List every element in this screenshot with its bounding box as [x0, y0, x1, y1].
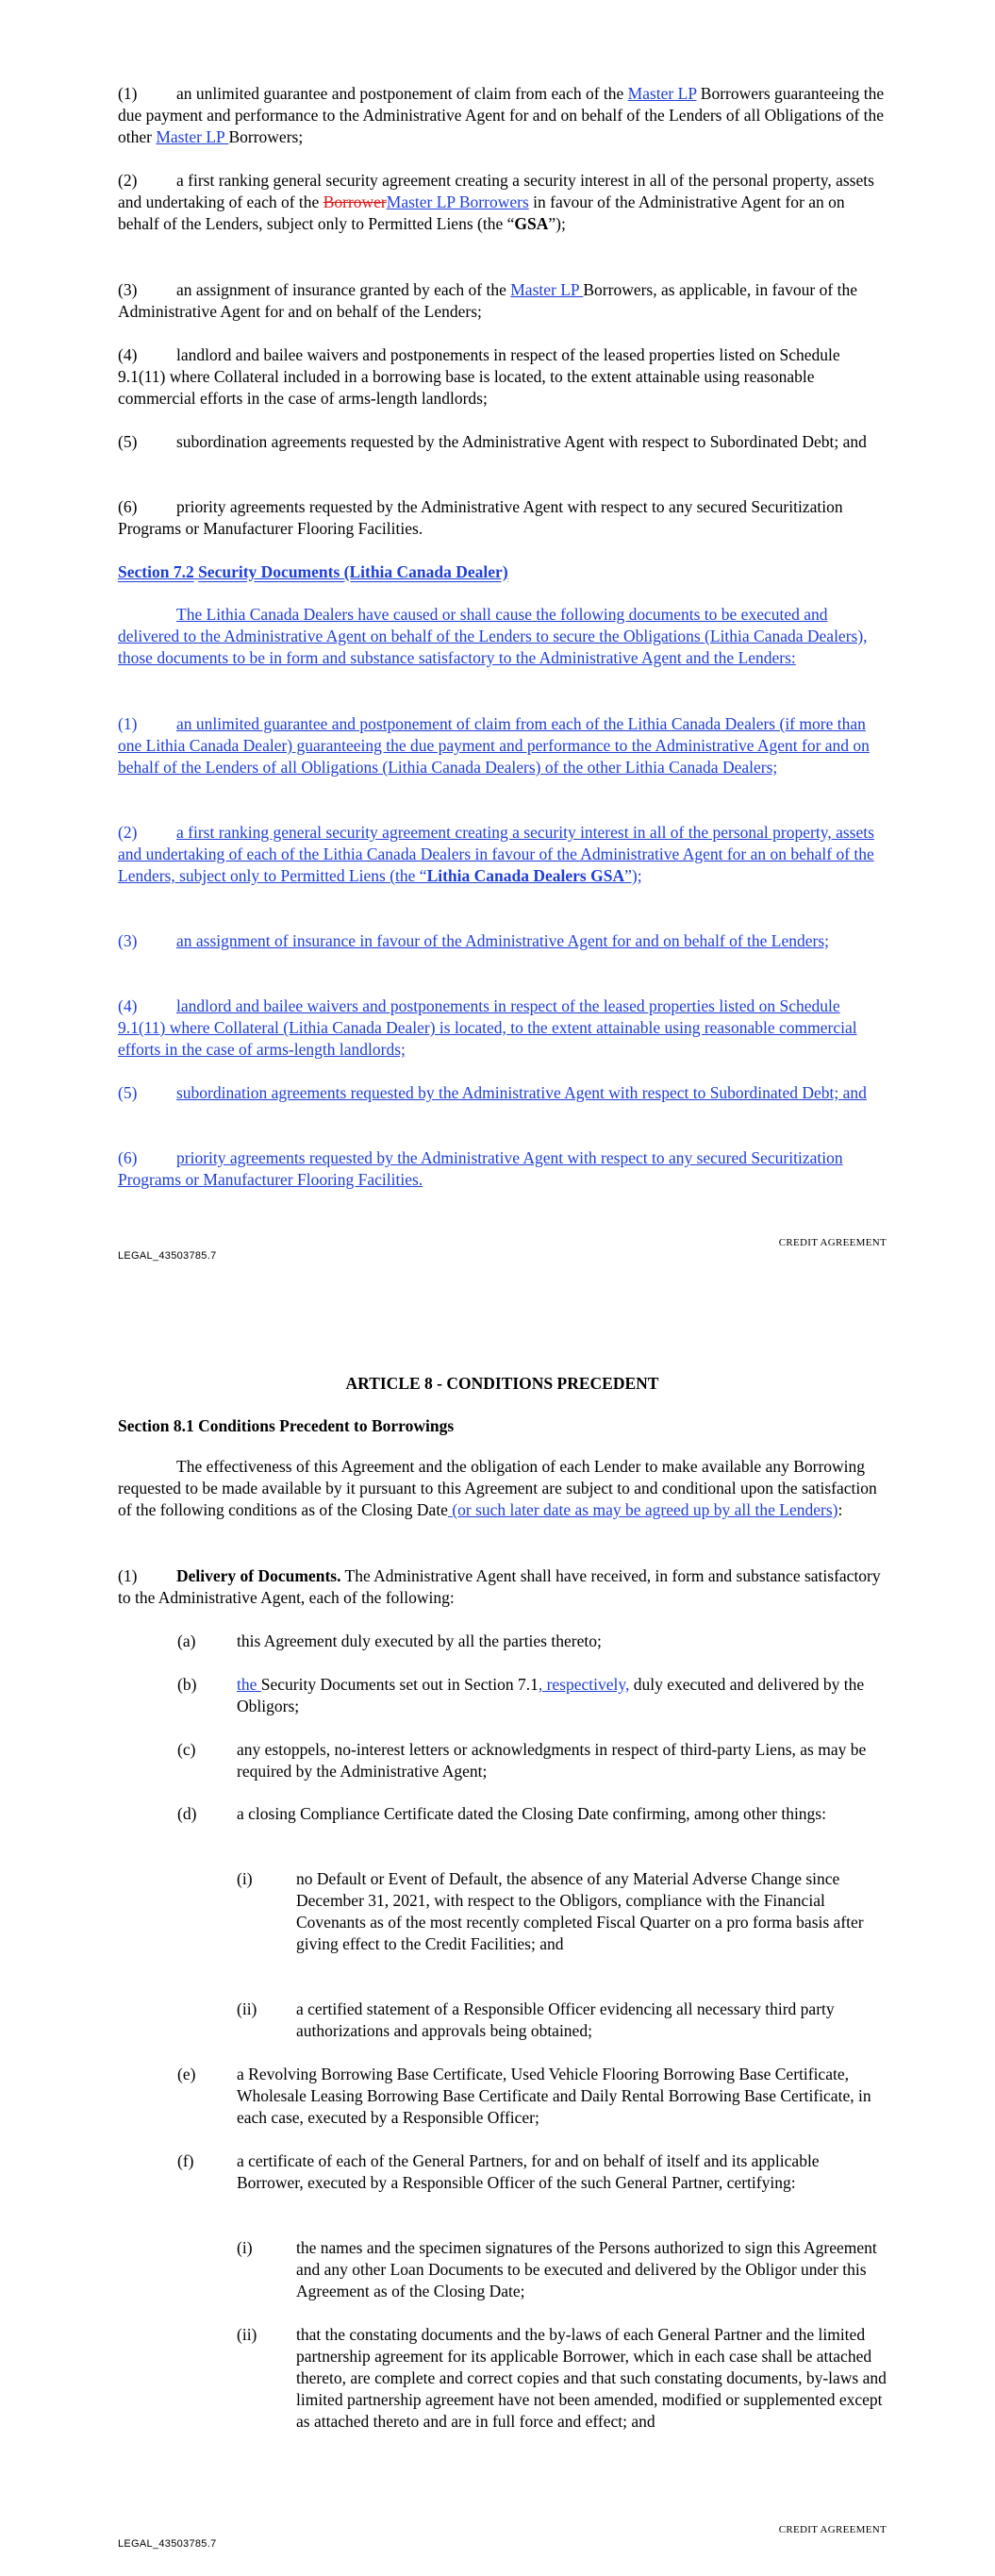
item-b: the Security Documents set out in Section 7.1, respectively, duly executed and delivered by the Obligors;	[237, 1675, 865, 1715]
clause-7-2-3: (3) an assignment of insurance in favour of the Administrative Agent for and on behalf of the Lenders;	[118, 931, 830, 950]
clause-7-2-2: (2) a first ranking general security agreement creating a security interest in all of the personal property, assets and undertaking of each of the Lithia Canada Dealers in favour of the Administrative Agent for an on behalf of the Lenders, subject only to Permitted Liens (the “Lithia Canada Dealers GSA”);	[118, 823, 874, 885]
clause-7-2-6: (6) priority agreements requested by the Administrative Agent with respect to any secured Securitization Programs or Manufacturer Flooring Facilities.	[118, 1148, 843, 1189]
item-d-i: no Default or Event of Default, the absence of any Material Adverse Change since December 31, 2021, with respect to the Obligors, compliance with the Financial Covenants as of the most recently completed Fiscal Quarter on a pro forma basis after giving effect to the Credit Facilities; and	[296, 1869, 864, 1953]
page-2	[0, 1288, 995, 2576]
item-f-i: the names and the specimen signatures of the Persons authorized to sign this Agreement and any other Loan Documents to be executed and delivered by the Obligor under this Agreement as of the Closing Date;	[296, 2238, 877, 2300]
item-d-label: (d)	[177, 1804, 197, 1823]
item-b-label: (b)	[177, 1675, 197, 1694]
section-7-2-intro: The Lithia Canada Dealers have caused or shall cause the following documents to be executed and delivered to the Administrative Agent on behalf of the Lenders to secure the Obligations (Lithia Canada Dealers), those documents to be in form and substance satisfactory to the Administrative Agent and the Lenders:	[118, 605, 868, 667]
section-8-1-heading: Section 8.1 Conditions Precedent to Borrowings	[118, 1416, 455, 1435]
footer-title: CREDIT AGREEMENT	[778, 1237, 887, 1248]
clause-7-2-5: (5) subordination agreements requested by the Administrative Agent with respect to Subordinated Debt; and	[118, 1083, 867, 1102]
footer-doc-id: LEGAL_43503785.7	[118, 1250, 217, 1262]
article-heading: ARTICLE 8 - CONDITIONS PRECEDENT	[345, 1374, 659, 1393]
item-a: this Agreement duly executed by all the parties thereto;	[237, 1631, 602, 1650]
clause-7-1-2: (2) a first ranking general security agreement creating a security interest in all of the personal property, assets and undertaking of each of the BorrowerMaster LP Borrowers in favour of the Administrative Agent for an on behalf of the Lenders, subject only to Permitted Liens (the “GSA”);	[118, 171, 874, 233]
item-d-i-label: (i)	[237, 1869, 253, 1888]
clause-7-1-4: (4) landlord and bailee waivers and postponements in respect of the leased properties listed on Schedule 9.1(11) where Collateral included in a borrowing base is located, to the extent attainable using reasonable commercial efforts in the case of arms-length landlords;	[118, 345, 840, 408]
item-d: a closing Compliance Certificate dated the Closing Date confirming, among other things:	[237, 1804, 826, 1823]
item-c: any estoppels, no-interest letters or acknowledgments in respect of third-party Liens, as may be required by the Administrative Agent;	[237, 1740, 867, 1781]
clause-7-1-5: (5) subordination agreements requested by the Administrative Agent with respect to Subordinated Debt; and	[118, 432, 867, 451]
item-f: a certificate of each of the General Partners, for and on behalf of itself and its applicable Borrower, executed by a Responsible Officer of the such General Partner, certifying:	[237, 2151, 820, 2192]
item-c-label: (c)	[177, 1740, 196, 1759]
footer-title: CREDIT AGREEMENT	[778, 2524, 887, 2535]
clause-7-2-1: (1) an unlimited guarantee and postponement of claim from each of the Lithia Canada Dealers (if more than one Lithia Canada Dealer) guaranteeing the due payment and performance to the Administrative Agent for and on behalf of the Lenders of all Obligations (Lithia Canada Dealers) of the other Lithia Canada Dealers;	[118, 714, 870, 777]
item-f-ii: that the constating documents and the by-laws of each General Partner and the limited partnership agreement for its applicable Borrower, which in each case shall be attached thereto, are complete and correct copies and that such constating documents, by-laws and limited partnership agreement have not been amended, modified or supplemented except as attached thereto and are in full force and effect; and	[296, 2325, 887, 2431]
item-e-label: (e)	[177, 2065, 196, 2083]
clause-7-1-6: (6) priority agreements requested by the Administrative Agent with respect to any secured Securitization Programs or Manufacturer Flooring Facilities.	[118, 497, 843, 538]
clause-7-1-1: (1) an unlimited guarantee and postponement of claim from each of the Master LP Borrowers guaranteeing the due payment and performance to the Administrative Agent for and on behalf of the Lenders of all Obligations of the other Master LP Borrowers;	[118, 84, 885, 146]
clause-7-2-4: (4) landlord and bailee waivers and postponements in respect of the leased properties listed on Schedule 9.1(11) where Collateral (Lithia Canada Dealer) is located, to the extent attainable using reasonable commercial efforts in the case of arms-length landlords;	[118, 996, 857, 1059]
section-7-2-heading: Section 7.2 Security Documents (Lithia Canada Dealer)	[118, 562, 508, 581]
item-a-label: (a)	[177, 1631, 196, 1650]
item-d-ii: a certified statement of a Responsible Officer evidencing all necessary third party authorizations and approvals being obtained;	[296, 1999, 835, 2040]
clause-8-1-1: (1) Delivery of Documents. The Administrative Agent shall have received, in form and substance satisfactory to the Administrative Agent, each of the following:	[118, 1566, 881, 1607]
item-e: a Revolving Borrowing Base Certificate, Used Vehicle Flooring Borrowing Base Certificate, Wholesale Leasing Borrowing Base Certificate and Daily Rental Borrowing Base Certificate, in each case, executed by a Responsible Officer;	[237, 2065, 871, 2127]
item-f-label: (f)	[177, 2151, 194, 2170]
clause-7-1-3: (3) an assignment of insurance granted by each of the Master LP Borrowers, as applicable, in favour of the Administrative Agent for and on behalf of the Lenders;	[118, 280, 857, 321]
item-f-ii-label: (ii)	[237, 2325, 257, 2344]
item-d-ii-label: (ii)	[237, 1999, 257, 2018]
item-f-i-label: (i)	[237, 2238, 253, 2257]
footer-doc-id: LEGAL_43503785.7	[118, 2538, 217, 2550]
section-8-1-intro: The effectiveness of this Agreement and the obligation of each Lender to make available any Borrowing requested to be made available by it pursuant to this Agreement are subject to and conditional upon the satisfaction of the following conditions as of the Closing Date (or such later date as may be agreed up by all the Lenders):	[118, 1457, 877, 1519]
